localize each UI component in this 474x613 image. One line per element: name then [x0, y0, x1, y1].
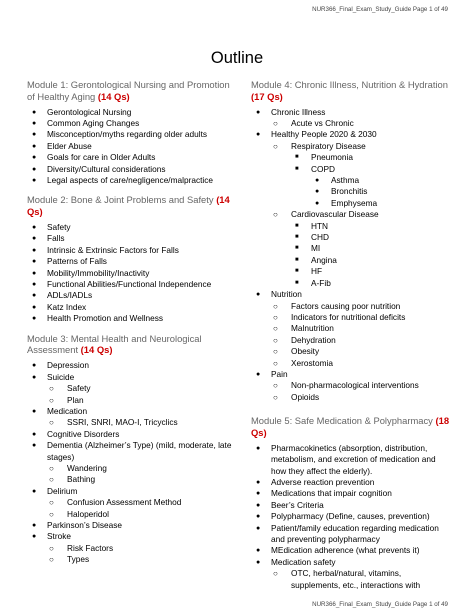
topic-item	[27, 395, 237, 406]
topic-text: Nutrition	[271, 289, 302, 300]
module-title: Module 2: Bone & Joint Problems and Safety	[27, 194, 214, 206]
topic-item	[27, 152, 237, 163]
topic-item	[251, 209, 451, 220]
bullet-icon: ●	[32, 292, 37, 300]
topic-text: Factors causing poor nutrition	[291, 300, 401, 311]
topic-text: Beer’s Criteria	[271, 499, 324, 510]
bullet-icon: ●	[256, 547, 261, 555]
topic-item	[251, 221, 451, 232]
topic-text: Depression	[47, 360, 89, 371]
module-section	[27, 194, 237, 324]
page-title: Outline	[210, 49, 264, 67]
topic-item	[27, 440, 237, 463]
topic-item	[27, 118, 237, 129]
topic-item	[27, 141, 237, 152]
module-heading	[27, 79, 237, 103]
topic-item	[251, 152, 451, 163]
bullet-icon: ●	[32, 131, 37, 139]
left-column	[27, 79, 237, 574]
topic-item	[27, 129, 237, 140]
bullet-icon: ●	[32, 487, 37, 495]
topic-item	[251, 488, 451, 499]
topic-item	[27, 531, 237, 542]
bullet-icon: ●	[256, 558, 261, 566]
bullet-icon: ○	[49, 463, 54, 473]
topic-text: Risk Factors	[67, 542, 114, 553]
topic-item	[251, 346, 451, 357]
topic-text: Plan	[67, 394, 84, 405]
topic-text: HF	[311, 266, 323, 277]
question-count: (18 Qs)	[251, 415, 450, 438]
bullet-icon: ●	[256, 524, 261, 532]
bullet-icon: ●	[32, 108, 37, 116]
bullet-icon: ●	[32, 224, 37, 232]
bullet-icon: ●	[256, 513, 261, 521]
right-column	[251, 79, 451, 599]
module-title: Module 5: Safe Medication & Polypharmacy	[251, 415, 433, 427]
topic-item	[251, 243, 451, 254]
topic-text: Suicide	[47, 371, 75, 382]
topic-item	[251, 266, 451, 277]
bullet-icon: ●	[256, 131, 261, 139]
topic-text: Falls	[47, 233, 65, 244]
bullet-icon: ●	[256, 291, 261, 299]
module-heading	[27, 194, 237, 218]
topic-item	[27, 245, 237, 256]
topic-text: Pain	[271, 368, 288, 379]
bullet-icon: ■	[295, 165, 299, 172]
topic-text: Patient/family education regarding medication and preventing polypharmacy	[271, 522, 439, 544]
topic-text: Patterns of Falls	[47, 256, 107, 267]
topic-item	[251, 557, 451, 568]
topic-text: Non-pharmacological interventions	[291, 380, 419, 391]
topic-text: Delirium	[47, 485, 78, 496]
bullet-icon: ○	[49, 509, 54, 519]
topic-text: Healthy People 2020 & 2030	[271, 129, 377, 140]
topic-text: CHD	[311, 232, 329, 243]
topic-list	[27, 222, 237, 325]
topic-text: ADLs/IADLs	[47, 290, 93, 301]
topic-item	[251, 312, 451, 323]
topic-list	[251, 107, 451, 404]
bullet-icon: ○	[273, 347, 278, 357]
bullet-icon: ○	[273, 141, 278, 151]
topic-text: Adverse reaction prevention	[271, 476, 375, 487]
bullet-icon: ■	[295, 222, 299, 229]
topic-text: Acute vs Chronic	[291, 118, 354, 128]
topic-text: Pneumonia	[311, 152, 353, 163]
topic-item	[251, 477, 451, 488]
topic-item	[27, 509, 237, 520]
question-count: (14 Qs)	[27, 194, 230, 218]
bullet-icon: ●	[32, 521, 37, 529]
bullet-icon: ○	[273, 569, 278, 579]
bullet-icon: ●	[32, 177, 37, 185]
topic-item	[251, 107, 451, 118]
module-title: Module 4: Chronic Illness, Nutrition & Hydration	[251, 79, 448, 90]
topic-item	[27, 463, 237, 474]
question-count: (14 Qs)	[97, 90, 130, 102]
topic-text: HTN	[311, 220, 329, 231]
bullet-icon: ○	[273, 335, 278, 345]
topic-text: Medication	[47, 405, 88, 416]
bullet-icon: ○	[273, 210, 278, 220]
topic-text: Intrinsic & Extrinsic Factors for Falls	[47, 244, 179, 255]
bullet-icon: ●	[315, 199, 320, 207]
topic-text: Misconception/myths regarding older adults	[47, 129, 208, 140]
topic-item	[27, 417, 237, 428]
topic-text: A-Fib	[311, 277, 331, 288]
module-section	[251, 415, 451, 591]
topic-item	[27, 406, 237, 417]
topic-text: OTC, herbal/natural, vitamins, supplements, etc., interactions with	[291, 568, 421, 590]
topic-item	[251, 232, 451, 243]
bullet-icon: ●	[256, 501, 261, 509]
bullet-icon: ●	[32, 442, 37, 450]
module-section	[251, 79, 451, 403]
topic-list	[27, 360, 237, 565]
topic-item	[27, 290, 237, 301]
topic-item	[27, 222, 237, 233]
bullet-icon: ○	[273, 301, 278, 311]
topic-item	[251, 500, 451, 511]
topic-item	[251, 141, 451, 152]
topic-text: MEdication adherence (what prevents it)	[271, 545, 420, 556]
topic-text: Pharmacokinetics (absorption, distribution, metabolism, and excretion of medication and how they affect the elderly).	[271, 442, 436, 476]
topic-item	[27, 372, 237, 383]
topic-text: Emphysema	[331, 197, 378, 208]
topic-text: Cognitive Disorders	[47, 428, 120, 439]
bullet-icon: ●	[32, 258, 37, 266]
topic-item	[27, 279, 237, 290]
bullet-icon: ●	[32, 142, 37, 150]
module-heading	[251, 415, 451, 439]
bullet-icon: ●	[32, 165, 37, 173]
topic-item	[27, 360, 237, 371]
topic-item	[27, 233, 237, 244]
topic-item	[251, 289, 451, 300]
bullet-icon: ●	[32, 373, 37, 381]
topic-text: COPD	[311, 163, 335, 174]
bullet-icon: ■	[295, 245, 299, 252]
bullet-icon: ●	[32, 533, 37, 541]
topic-text: Wandering	[67, 462, 107, 473]
bullet-icon: ●	[32, 235, 37, 243]
question-count: (17 Qs)	[251, 90, 283, 102]
bullet-icon: ●	[256, 108, 261, 116]
topic-list	[27, 107, 237, 187]
topic-item	[251, 175, 451, 186]
topic-item	[27, 164, 237, 175]
topic-item	[251, 568, 451, 591]
topic-text: Legal aspects of care/negligence/malpractice	[47, 175, 214, 186]
bullet-icon: ●	[256, 478, 261, 486]
topic-list	[251, 443, 451, 591]
topic-item	[251, 198, 451, 209]
topic-item	[27, 256, 237, 267]
topic-text: Malnutrition	[291, 323, 334, 334]
bullet-icon: ○	[273, 324, 278, 334]
topic-item	[251, 301, 451, 312]
topic-item	[251, 118, 451, 129]
bullet-icon: ○	[49, 395, 54, 405]
topic-text: Asthma	[331, 175, 360, 186]
topic-text: Safety	[67, 383, 91, 394]
topic-text: Katz Index	[47, 301, 87, 312]
topic-text: Dehydration	[291, 334, 336, 345]
module-title: Module 1: Gerontological Nursing and Promotion of Healthy Aging	[27, 79, 230, 102]
topic-item	[27, 486, 237, 497]
topic-text: Dementia (Alzheimer’s Type) (mild, moderate, late stages)	[47, 440, 232, 462]
topic-text: Common Aging Changes	[47, 118, 140, 128]
topic-item	[251, 443, 451, 477]
bullet-icon: ●	[32, 281, 37, 289]
topic-item	[27, 497, 237, 508]
topic-text: Diversity/Cultural considerations	[47, 163, 166, 174]
bullet-icon: ■	[295, 154, 299, 161]
bullet-icon: ●	[32, 362, 37, 370]
bullet-icon: ○	[49, 475, 54, 485]
topic-text: Indicators for nutritional deficits	[291, 311, 406, 322]
topic-item	[27, 268, 237, 279]
topic-item	[251, 323, 451, 334]
topic-item	[251, 545, 451, 556]
bullet-icon: ●	[32, 315, 37, 323]
topic-text: MI	[311, 243, 321, 254]
topic-text: Obesity	[291, 346, 320, 357]
topic-item	[251, 186, 451, 197]
topic-item	[27, 175, 237, 186]
bullet-icon: ●	[256, 370, 261, 378]
topic-text: Opioids	[291, 391, 320, 402]
topic-text: Safety	[47, 222, 71, 233]
topic-text: Mobility/Immobility/Inactivity	[47, 267, 150, 278]
bullet-icon: ●	[32, 407, 37, 415]
topic-text: Elder Abuse	[47, 140, 92, 151]
topic-item	[27, 107, 237, 118]
topic-item	[251, 369, 451, 380]
bullet-icon: ■	[295, 279, 299, 286]
page-footer: NUR366_Final_Exam_Study_Guide Page 1 of 49	[312, 601, 448, 608]
bullet-icon: ●	[32, 120, 37, 127]
bullet-icon: ●	[256, 444, 261, 452]
module-title: Module 3: Mental Health and Neurological Assessment	[27, 332, 202, 356]
bullet-icon: ■	[295, 234, 299, 241]
topic-text: Goals for care in Older Adults	[47, 152, 156, 163]
bullet-icon: ○	[273, 381, 278, 391]
topic-item	[27, 520, 237, 531]
bullet-icon: ○	[49, 555, 54, 565]
bullet-icon: ●	[32, 154, 37, 162]
topic-text: Functional Abilities/Functional Independence	[47, 279, 212, 290]
bullet-icon: ●	[32, 430, 37, 438]
topic-item	[27, 474, 237, 485]
bullet-icon: ○	[49, 384, 54, 394]
topic-item	[251, 255, 451, 266]
topic-item	[251, 523, 451, 546]
bullet-icon: ○	[273, 312, 278, 322]
topic-text: Haloperidol	[67, 508, 109, 519]
bullet-icon: ●	[32, 269, 37, 277]
topic-item	[251, 358, 451, 369]
topic-text: Xerostomia	[291, 357, 333, 368]
topic-item	[27, 543, 237, 554]
topic-text: Health Promotion and Wellness	[47, 313, 164, 324]
topic-item	[251, 278, 451, 289]
bullet-icon: ●	[32, 246, 37, 254]
topic-text: Stroke	[47, 531, 71, 542]
topic-item	[251, 392, 451, 403]
bullet-icon: ■	[295, 268, 299, 275]
topic-text: Respiratory Disease	[291, 140, 366, 151]
bullet-icon: ■	[295, 256, 299, 263]
topic-text: Parkinson’s Disease	[47, 519, 123, 530]
module-section	[27, 333, 237, 566]
topic-item	[27, 554, 237, 565]
topic-text: Types	[67, 554, 90, 565]
topic-item	[27, 313, 237, 324]
topic-text: Medications that impair cognition	[271, 488, 392, 499]
topic-item	[27, 429, 237, 440]
topic-text: Medication safety	[271, 556, 336, 567]
bullet-icon: ○	[49, 418, 54, 428]
topic-text: Bronchitis	[331, 186, 368, 197]
topic-text: Cardiovascular Disease	[291, 209, 379, 220]
page-header: NUR366_Final_Exam_Study_Guide Page 1 of 49	[312, 6, 448, 13]
topic-text: Confusion Assessment Method	[67, 497, 182, 508]
topic-item	[27, 383, 237, 394]
topic-item	[251, 164, 451, 175]
topic-text: Chronic Illness	[271, 106, 326, 117]
module-section	[27, 79, 237, 186]
topic-text: Gerontological Nursing	[47, 106, 132, 117]
topic-text: Bathing	[67, 474, 96, 485]
topic-item	[251, 511, 451, 522]
bullet-icon: ○	[273, 358, 278, 368]
topic-item	[27, 302, 237, 313]
topic-item	[251, 335, 451, 346]
bullet-icon: ○	[49, 498, 54, 508]
topic-text: Polypharmacy (Define, causes, prevention)	[271, 511, 430, 522]
bullet-icon: ●	[32, 303, 37, 311]
module-heading	[251, 79, 451, 103]
topic-text: Angina	[311, 254, 337, 265]
bullet-icon: ●	[315, 188, 320, 196]
module-heading	[27, 333, 237, 357]
bullet-icon: ●	[315, 177, 320, 185]
topic-item	[251, 380, 451, 391]
topic-text: SSRI, SNRI, MAO-I, Tricyclics	[67, 417, 178, 428]
bullet-icon: ○	[49, 543, 54, 553]
bullet-icon: ●	[256, 490, 261, 498]
topic-item	[251, 129, 451, 140]
bullet-icon: ○	[273, 392, 278, 402]
bullet-icon: ○	[273, 119, 278, 128]
question-count: (14 Qs)	[80, 344, 113, 356]
